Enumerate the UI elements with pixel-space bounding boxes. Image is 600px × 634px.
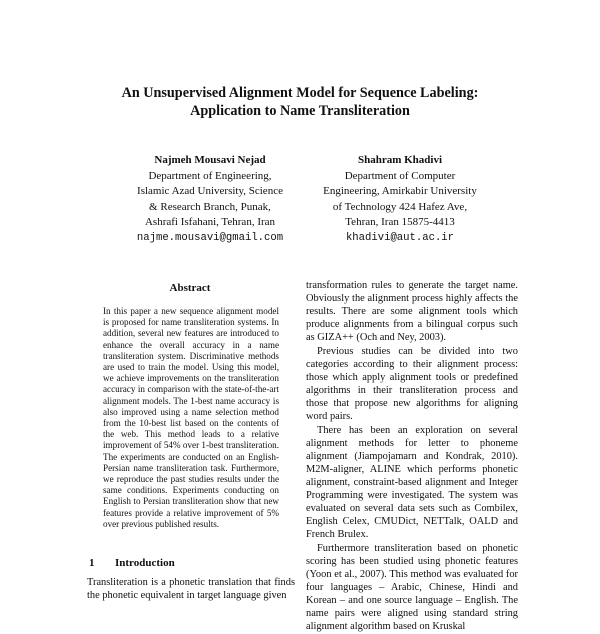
title-line: An Unsupervised Alignment Model for Sequence Labeling: <box>121 85 479 101</box>
body-paragraph: Previous studies can be divided into two categories according to their alignment process: those which apply alignment tools or predefined algorithms in their transliteration process and those that propose new algorithms for aligning word pairs. <box>306 346 518 422</box>
author-email: khadivi@aut.ac.ir <box>345 232 455 245</box>
section-number: 1 <box>89 557 95 569</box>
body-paragraph: Furthermore transliteration based on phonetic scoring has been studied using phonetic features (Yoon et al., 2007). This method was evaluated for four languages – Arabic, Chinese, Hindi and Korean – and one source language – English. The name pairs were aligned using standard string alignment algorithm based on Kruskal <box>306 543 518 632</box>
right-column <box>306 279 518 634</box>
author-block <box>110 153 310 246</box>
section-heading <box>89 557 175 569</box>
author-email: najme.mousavi@gmail.com <box>136 232 284 245</box>
author-affiliation-line: Ashrafi Isfahani, Tehran, Iran <box>144 215 276 228</box>
intro-paragraph: Transliteration is a phonetic translation that finds the phonetic equivalent in target language given <box>87 577 295 601</box>
body-paragraph: There has been an exploration on several alignment methods for letter to phoneme alignment (Jiampojamarn and Kondrak, 2010). M2M-aligner, ALINE which performs phonetic alignment, constraint-based alignment and Integer Programming were investigated. The system was evaluated on several data sets such as Combilex, English Celex, CMUDict, NETTalk, OALD and French Brulex. <box>306 425 518 540</box>
paper-title <box>0 84 600 120</box>
author-affiliation-line: Tehran, Iran 15875-4413 <box>345 215 455 228</box>
author-affiliation-line: Islamic Azad University, Science <box>137 185 283 198</box>
author-affiliation-line: & Research Branch, Punak, <box>149 200 271 213</box>
author-name: Shahram Khadivi <box>357 154 443 166</box>
abstract-heading: Abstract <box>169 282 211 294</box>
author-affiliation-line: of Technology 424 Hafez Ave, <box>332 200 468 213</box>
section-title: Introduction <box>115 557 175 569</box>
title-line: Application to Name Transliteration <box>190 103 410 119</box>
author-name: Najmeh Mousavi Nejad <box>154 154 266 166</box>
author-affiliation-line: Engineering, Amirkabir University <box>323 185 477 198</box>
author-affiliation-line: Department of Engineering, <box>148 170 272 183</box>
author-affiliation-line: Department of Computer <box>344 170 456 183</box>
author-block <box>300 153 500 246</box>
abstract-text: In this paper a new sequence alignment model is proposed for name transliteration systems. In addition, several new features are introduced to enhance the overall accuracy in a name transliteration system. Discriminative methods are used to train the model. Using this model, we achieve improvements on the transliteration accuracy in comparison with the state-of-the-art alignment models. The 1-best name accuracy is also improved using a name selection method from the 10-best list based on the contents of the web. This method leads to a relative improvement of 54% over 1-best transliteration. The experiments are conducted on an English-Persian name transliteration task. Furthermore, we reproduce the past studies results under the same conditions. Experiments conducting on English to Persian transliteration show that new features provide a relative improvement of 5% over previous published results. <box>103 306 279 529</box>
body-paragraph: transformation rules to generate the target name. Obviously the alignment process highly affects the results. There are some alignment tools which produce alignments from a bilingual corpus such as GIZA++ (Och and Ney, 2003). <box>306 280 518 343</box>
